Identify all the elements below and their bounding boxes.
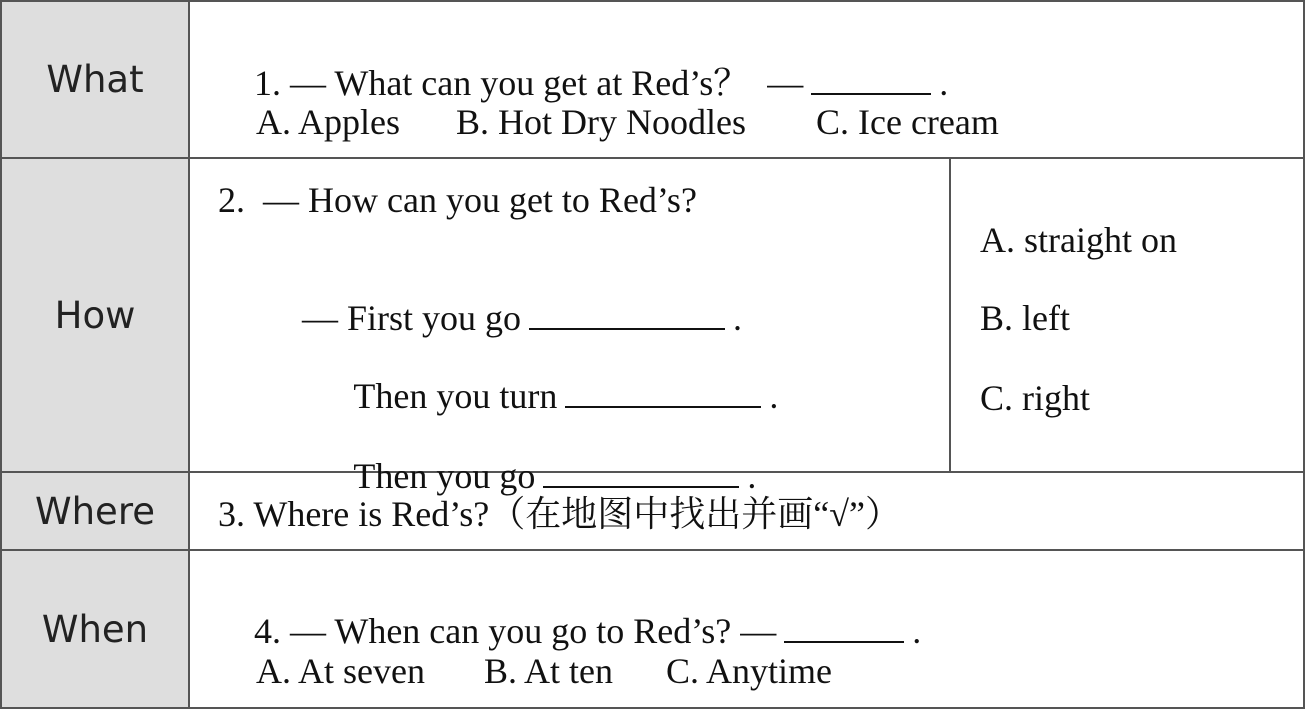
label-column-divider xyxy=(188,0,190,709)
row-label-what: What xyxy=(2,2,188,157)
option-when-c: C. Anytime xyxy=(666,651,833,691)
option-what-c: C. Ice cream xyxy=(816,102,999,142)
answer-blank-2a[interactable] xyxy=(529,298,725,330)
answer-blank-4[interactable] xyxy=(784,611,904,643)
table-border-right xyxy=(1303,0,1305,709)
option-how-b: B. left xyxy=(980,298,1070,338)
option-what-b: B. Hot Dry Noodles xyxy=(456,102,746,142)
option-how-c: C. right xyxy=(980,378,1091,418)
question-1-text: 1. — What can you get at Red’s？ — xyxy=(254,63,804,103)
how-line-first-text: — First you go xyxy=(302,298,522,338)
answer-blank-2c[interactable] xyxy=(543,456,739,488)
option-what-a: A. Apples xyxy=(256,102,400,142)
row-label-where: Where xyxy=(2,473,188,549)
option-when-b: B. At ten xyxy=(484,651,614,691)
how-line-then-go-end: . xyxy=(747,456,757,496)
how-line-then-go-text: Then you go xyxy=(353,456,536,496)
option-when-a: A. At seven xyxy=(256,651,425,691)
answer-blank-1[interactable] xyxy=(811,63,931,95)
options-column-divider xyxy=(949,157,951,473)
question-1-end: . xyxy=(939,63,949,103)
row-label-how: How xyxy=(2,159,188,471)
question-3: 3. Where is Red’s?（在地图中找出并画“√”） xyxy=(218,494,901,534)
question-2: 2. — How can you get to Red’s? xyxy=(218,180,697,220)
option-how-a: A. straight on xyxy=(980,220,1177,260)
question-4-text: 4. — When can you go to Red’s? — xyxy=(254,611,777,651)
table-border-top xyxy=(0,0,1305,2)
how-line-then-turn-text: Then you turn xyxy=(353,376,558,416)
row-divider xyxy=(0,157,1305,159)
how-line-first-end: . xyxy=(733,298,743,338)
how-line-then-turn-end: . xyxy=(769,376,779,416)
table-border-bottom xyxy=(0,707,1305,709)
row-label-when: When xyxy=(2,551,188,707)
question-4-end: . xyxy=(912,611,922,651)
row-divider xyxy=(0,549,1305,551)
answer-blank-2b[interactable] xyxy=(565,376,761,408)
